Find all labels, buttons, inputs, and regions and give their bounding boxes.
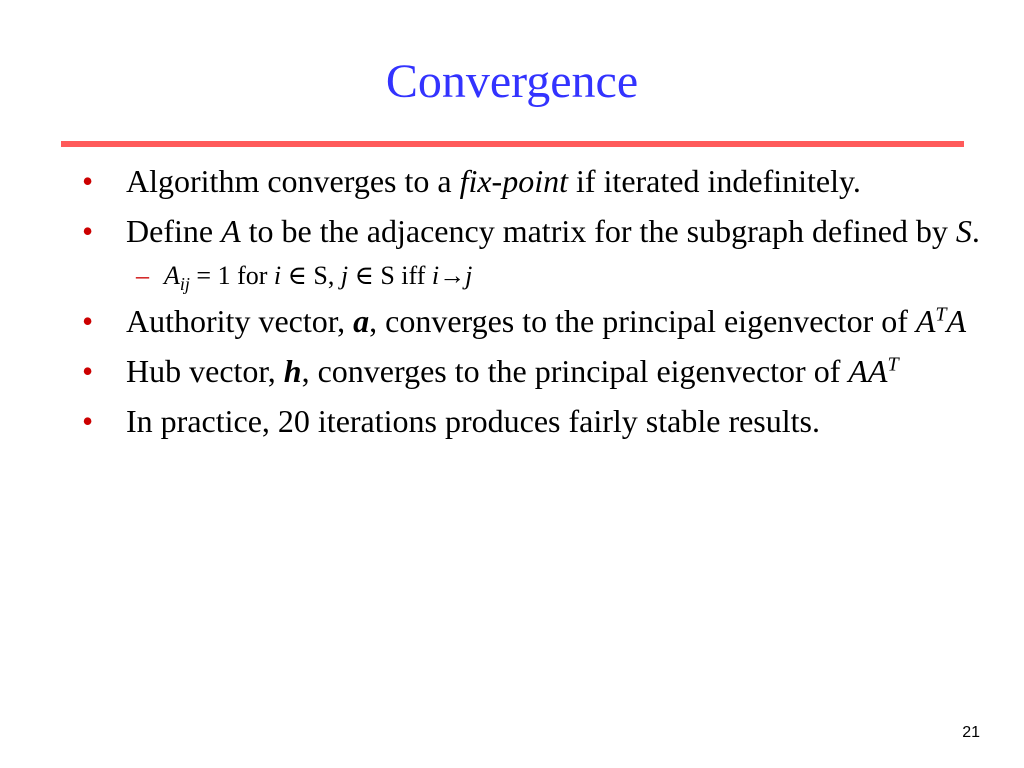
emphasis: fix-point <box>459 163 568 199</box>
bullet-item: • Define A to be the adjacency matrix for the subgraph defined by S. <box>82 210 982 253</box>
title-divider <box>61 141 964 147</box>
bullet-glyph: • <box>82 403 94 439</box>
slide-title: Convergence <box>385 55 639 108</box>
bullet-item: • Authority vector, a, converges to the principal eigenvector of $A^TA$ <box>82 300 982 343</box>
slide-body <box>82 160 982 450</box>
dash-glyph: – <box>136 261 149 290</box>
bullet-item: • Algorithm converges to a fix-point if iterated indefinitely. <box>82 160 982 203</box>
bullet-glyph: • <box>82 213 94 249</box>
bullet-glyph: • <box>82 303 94 339</box>
bullet-item: • Hub vector, h, converges to the principal eigenvector of $AA^T$ <box>82 350 982 393</box>
bullet-glyph: • <box>82 353 94 389</box>
page-number: 21 <box>962 724 980 741</box>
bullet-item: • In practice, 20 iterations produces fairly stable results. <box>82 400 982 443</box>
bullet-glyph: • <box>82 163 94 199</box>
sub-bullet-item: – $A_{ij} = 1$ for i ∈ S, j ∈ S iff i→j <box>82 258 982 294</box>
